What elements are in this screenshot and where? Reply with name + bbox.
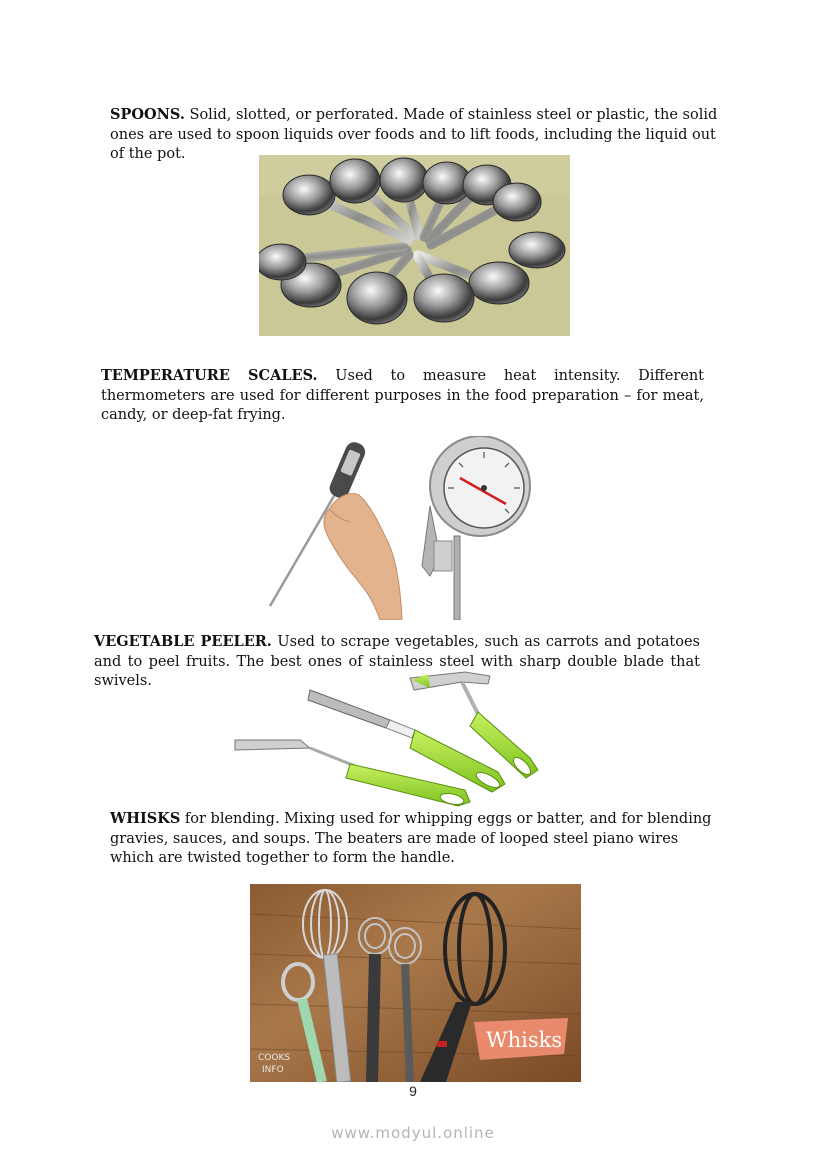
whisks-label: Whisks (486, 1028, 563, 1052)
whisks-illustration (250, 884, 581, 1082)
whisks-photo (250, 884, 581, 1082)
cooks-info-logo-line2: INFO (262, 1065, 284, 1075)
peelers-photo (230, 668, 545, 810)
peeler-heading: VEGETABLE PEELER. (94, 633, 272, 650)
whisks-body: for blending. Mixing used for whipping eggs or batter, and for blending gravies, sauces, and soups. The beaters are made of looped steel piano wires which are twisted together to form the handle. (110, 811, 712, 866)
temperature-body: Used to measure heat intensity. Different thermometers are used for different purposes in the food preparation – for meat, candy, or deep-fat frying. (101, 368, 704, 423)
page-number: 9 (409, 1083, 417, 1099)
spoons-heading: SPOONS. (110, 106, 185, 123)
cooks-info-logo-line1: COOKS (258, 1053, 291, 1063)
thermometers-photo (262, 436, 540, 620)
whisks-heading: WHISKS (110, 810, 181, 827)
peelers-illustration (230, 668, 545, 810)
spoons-illustration (259, 155, 570, 336)
watermark: www.modyul.online (331, 1124, 495, 1142)
spoons-photo (259, 155, 570, 336)
spoons-body: Solid, slotted, or perforated. Made of stainless steel or plastic, the solid ones are used to spoon liquids over foods and to lift foods, including the liquid out of the pot. (110, 107, 718, 162)
temperature-paragraph (101, 366, 704, 426)
temperature-heading: TEMPERATURE SCALES. (101, 367, 318, 384)
thermometers-illustration (262, 436, 540, 620)
peeler-body: Used to scrape vegetables, such as carrots and potatoes and to peel fruits. The best ones of stainless steel with sharp double blade that swivels. (94, 634, 700, 689)
whisks-paragraph (110, 809, 716, 869)
